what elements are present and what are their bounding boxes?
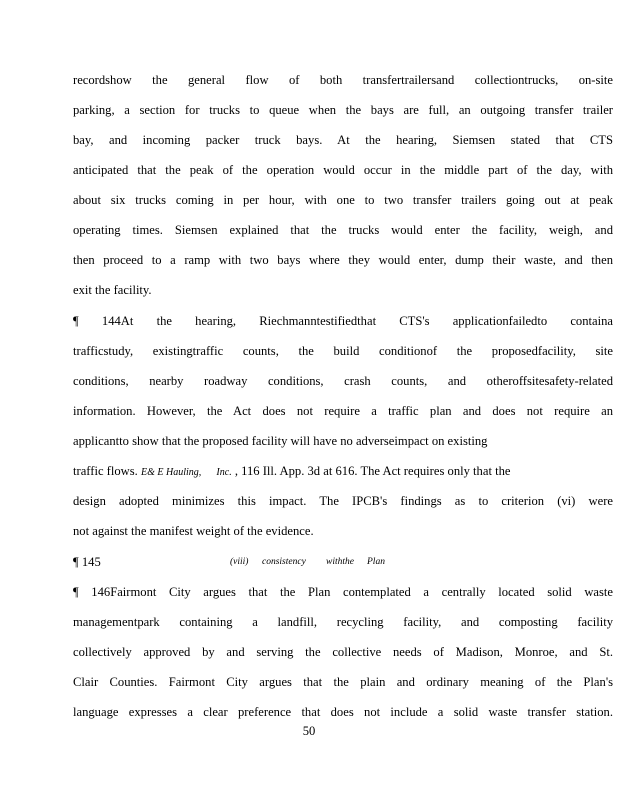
citation-rest: , 116 Ill. App. 3d at 616. The Act requires only that the xyxy=(234,464,511,478)
body-text-line: not against the manifest weight of the evidence. xyxy=(73,524,314,538)
body-text-line: conditions, nearby roadway conditions, crash counts, and otheroffsitesafety-related xyxy=(73,374,613,388)
section-heading-word: consistency xyxy=(262,557,306,567)
section-numeral: (viii) xyxy=(230,557,249,567)
body-text-line: design adopted minimizes this impact. The IPCB's findings as to criterion (vi) were xyxy=(73,494,613,508)
body-text-line: language expresses a clear preference that does not include a solid waste transfer station. xyxy=(73,705,613,719)
paragraph-144-start: ¶ 144At the hearing, Riechmanntestifiedthat CTS's applicationfailedto containa xyxy=(73,314,613,328)
paragraph-145-number: ¶ 145 xyxy=(73,555,101,569)
section-heading-word: Plan xyxy=(367,557,385,567)
case-name: E& E Hauling, xyxy=(140,467,202,478)
body-text-line: Clair Counties. Fairmont City argues that the plain and ordinary meaning of the Plan's xyxy=(73,675,613,689)
body-text-line: anticipated that the peak of the operation would occur in the middle part of the day, with xyxy=(73,163,613,177)
body-text-line: then proceed to a ramp with two bays where they would enter, dump their waste, and then xyxy=(73,253,613,267)
citation-line xyxy=(73,463,613,481)
body-text-line: applicantto show that the proposed facility will have no adverseimpact on existing xyxy=(73,434,488,448)
section-heading-word: withthe xyxy=(326,557,354,567)
body-text-line: operating times. Siemsen explained that the trucks would enter the facility, weigh, and xyxy=(73,223,613,237)
body-text-line: recordshow the general flow of both transfertrailersand collectiontrucks, on-site xyxy=(73,73,613,87)
body-text-line: parking, a section for trucks to queue when the bays are full, an outgoing transfer trailer xyxy=(73,103,613,117)
body-text-line: about six trucks coming in per hour, with one to two transfer trailers going out at peak xyxy=(73,193,613,207)
citation-lead: traffic flows. xyxy=(73,464,138,478)
page-number: 50 xyxy=(302,724,316,738)
body-text-line: managementpark containing a landfill, recycling facility, and composting facility xyxy=(73,615,613,629)
case-suffix: Inc. xyxy=(216,467,232,478)
body-text-line: information. However, the Act does not require a traffic plan and does not require an xyxy=(73,404,613,418)
body-text-line: collectively approved by and serving the collective needs of Madison, Monroe, and St. xyxy=(73,645,613,659)
body-text-line: bay, and incoming packer truck bays. At the hearing, Siemsen stated that CTS xyxy=(73,133,613,147)
body-text-line: trafficstudy, existingtraffic counts, the build conditionof the proposedfacility, site xyxy=(73,344,613,358)
body-text-line: exit the facility. xyxy=(73,283,152,297)
paragraph-146-start: ¶ 146Fairmont City argues that the Plan contemplated a centrally located solid waste xyxy=(73,585,613,599)
